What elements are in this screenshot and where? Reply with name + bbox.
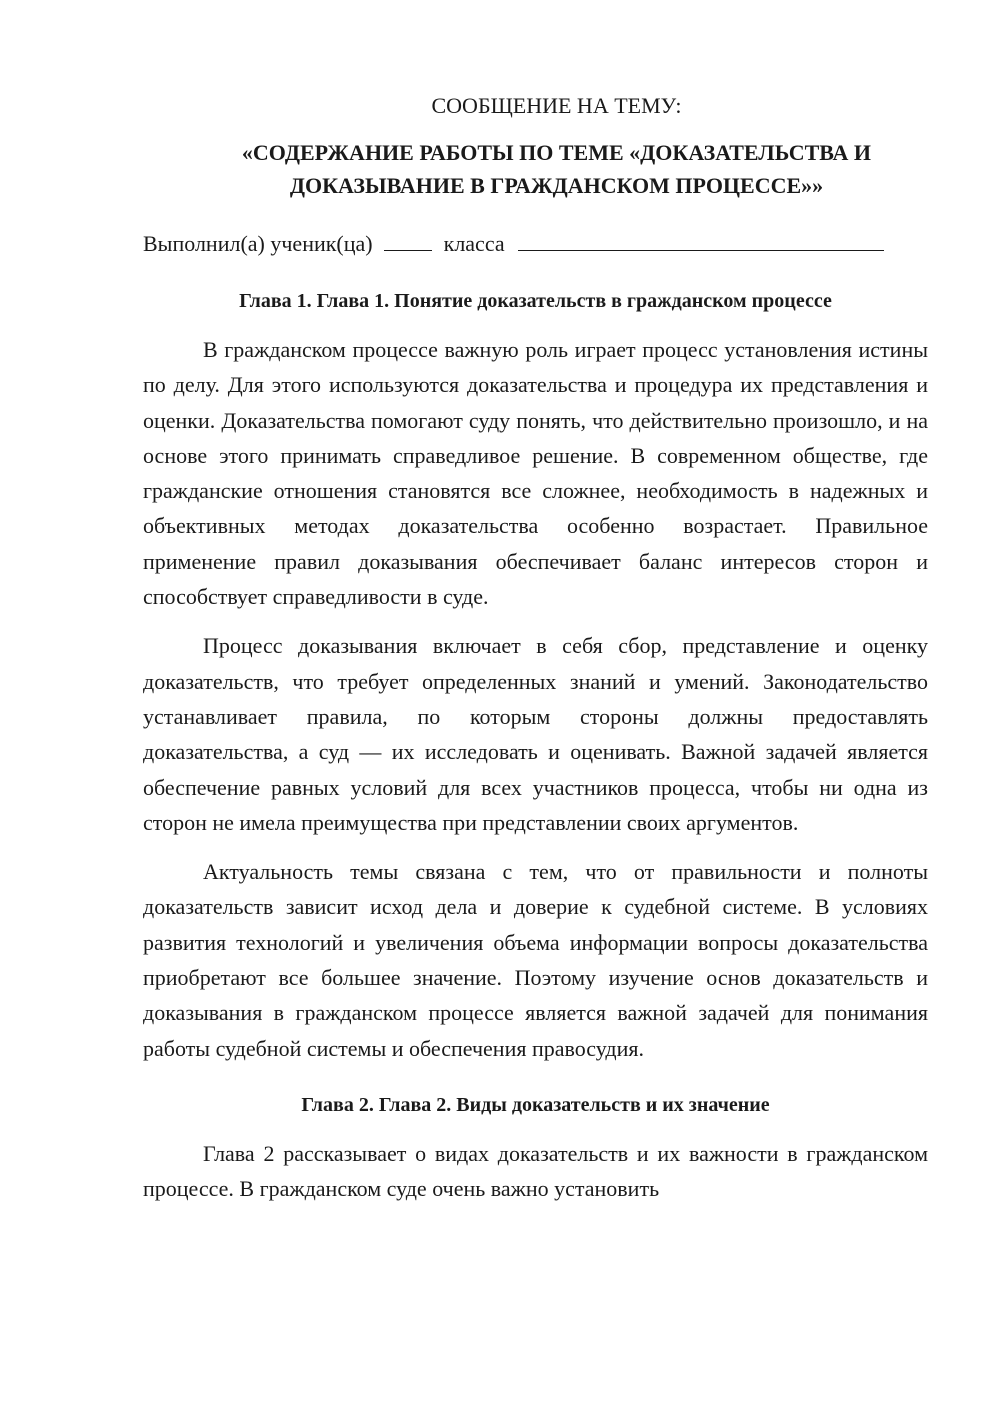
author-prefix: Выполнил(а) ученик(ца) (143, 231, 373, 256)
document-title-line-2: ДОКАЗЫВАНИЕ В ГРАЖДАНСКОМ ПРОЦЕССЕ»» (289, 173, 824, 198)
chapter-2-paragraph: Глава 2 рассказывает о видах доказательств и их важности в гражданском процессе. В гражданском суде очень важно установить (143, 1140, 928, 1202)
chapter-1-heading: Глава 1. Глава 1. Понятие доказательств в гражданском процессе (239, 290, 832, 312)
document-title-line-1: «СОДЕРЖАНИЕ РАБОТЫ ПО ТЕМЕ «ДОКАЗАТЕЛЬСТВА И (241, 140, 872, 165)
class-blank-field (384, 228, 432, 251)
name-blank-field (518, 228, 884, 251)
chapter-1-paragraph: Процесс доказывания включает в себя сбор, представление и оценку доказательств, что требует определенных знаний и умений. Законодательство устанавливает правила, по которым стороны должны предоставлять доказательства, а суд — их исследовать и оценивать. Важной задачей является обеспечение равных условий для всех участников процесса, чтобы ни одна из сторон не имела преимущества при представлении своих аргументов. (143, 633, 928, 835)
chapter-1-paragraph: Актуальность темы связана с тем, что от правильности и полноты доказательств зависит исход дела и доверие к судебной системе. В условиях развития технологий и увеличения объема информации вопросы доказательства приобретают все большее значение. Поэтому изучение основ доказательств и доказывания в гражданском процессе является важной задачей для понимания работы судебной системы и обеспечения правосудия. (143, 859, 928, 1061)
document-title (143, 136, 928, 202)
document-page (143, 90, 928, 1207)
author-class-word: класса (443, 231, 505, 256)
chapter-1-paragraph: В гражданском процессе важную роль играет процесс установления истины по делу. Для этого используются доказательства и процедура их представления и оценки. Доказательства помогают суду понять, что действительно произошло, и на основе этого принимать справедливое решение. В современном обществе, где гражданские отношения становятся все сложнее, необходимость в надежных и объективных методах доказательства особенно возрастает. Правильное применение правил доказывания обеспечивает баланс интересов сторон и способствует справедливости в суде. (143, 337, 928, 610)
author-line (143, 228, 928, 260)
topic-label: СООБЩЕНИЕ НА ТЕМУ: (431, 93, 682, 118)
chapter-2-heading: Глава 2. Глава 2. Виды доказательств и их значение (301, 1093, 770, 1116)
